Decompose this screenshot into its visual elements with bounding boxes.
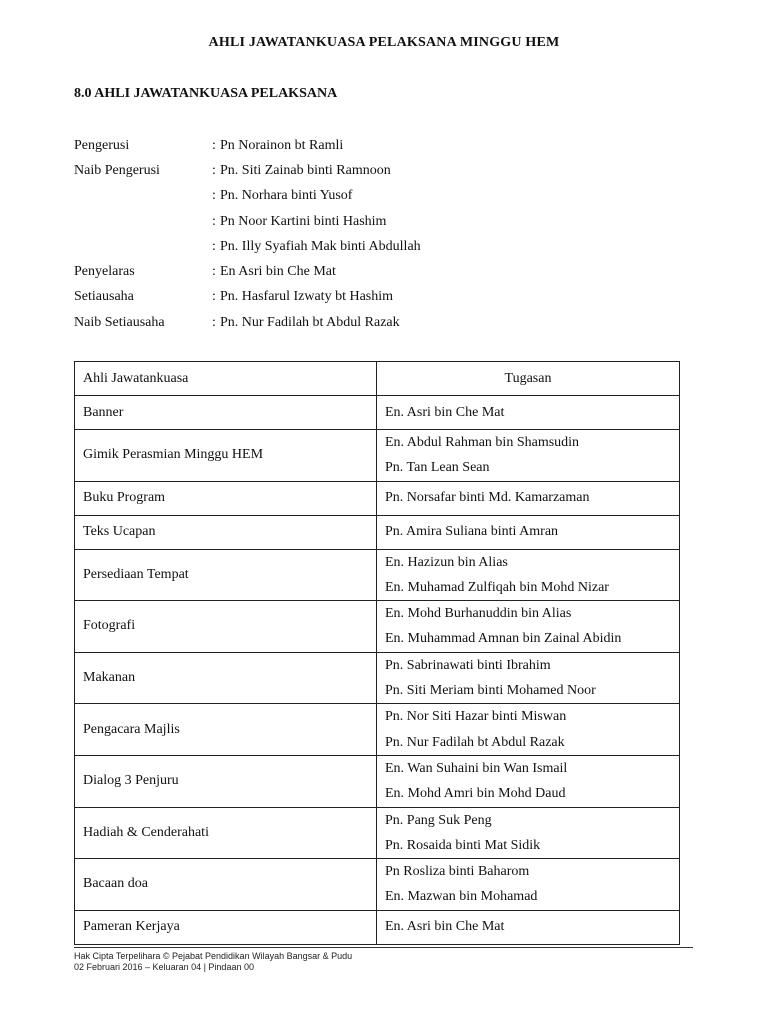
member-name: En. Asri bin Che Mat [385, 404, 505, 420]
table-row [75, 430, 680, 482]
header-committee: Ahli Jawatankuasa [75, 362, 377, 396]
members-cell [377, 601, 680, 653]
role-row [74, 259, 421, 284]
role-row [74, 310, 421, 335]
committee-cell: Makanan [75, 652, 377, 704]
members-cell [377, 807, 680, 859]
committee-cell: Dialog 3 Penjuru [75, 755, 377, 807]
member-name: Pn. Tan Lean Sean [385, 460, 490, 476]
committee-cell: Pengacara Majlis [75, 704, 377, 756]
role-label: Naib Pengerusi [74, 162, 160, 178]
member-name: Pn. Rosaida binti Mat Sidik [385, 837, 541, 853]
role-name: Pn Noor Kartini binti Hashim [220, 213, 387, 229]
committee-cell: Fotografi [75, 601, 377, 653]
role-name: Pn. Illy Syafiah Mak binti Abdullah [220, 238, 421, 254]
footer-divider [74, 947, 693, 948]
committee-cell: Buku Program [75, 481, 377, 515]
role-row [74, 184, 421, 209]
role-separator: : [212, 213, 216, 229]
footer-date: 02 Februari 2016 – Keluaran 04 | Pindaan 00 [74, 962, 254, 972]
member-name: Pn. Amira Suliana binti Amran [385, 524, 559, 540]
member-name: Pn. Siti Meriam binti Mohamed Noor [385, 683, 596, 699]
committee-cell: Gimik Perasmian Minggu HEM [75, 430, 377, 482]
role-name: Pn. Siti Zainab binti Ramnoon [220, 162, 391, 178]
role-name: Pn. Norhara binti Yusof [220, 188, 353, 204]
role-list [74, 133, 421, 335]
member-name: En. Hazizun bin Alias [385, 554, 508, 570]
members-cell [377, 430, 680, 482]
header-tugasan: Tugasan [377, 362, 680, 396]
member-name: Pn. Norsafar binti Md. Kamarzaman [385, 490, 590, 506]
member-name: En. Wan Suhaini bin Wan Ismail [385, 760, 568, 776]
table-row [75, 481, 680, 515]
role-name: Pn. Nur Fadilah bt Abdul Razak [220, 314, 400, 330]
committee-cell: Teks Ucapan [75, 515, 377, 549]
committee-cell: Pameran Kerjaya [75, 910, 377, 944]
member-name: Pn. Nur Fadilah bt Abdul Razak [385, 734, 565, 750]
table-row [75, 601, 680, 653]
table-row [75, 704, 680, 756]
committee-cell: Bacaan doa [75, 859, 377, 911]
committee-cell: Hadiah & Cenderahati [75, 807, 377, 859]
members-cell [377, 515, 680, 549]
role-label: Pengerusi [74, 137, 130, 153]
member-name: En. Mazwan bin Mohamad [385, 889, 538, 905]
role-separator: : [212, 264, 216, 280]
document-title: AHLI JAWATANKUASA PELAKSANA MINGGU HEM [208, 35, 560, 50]
member-name: En. Abdul Rahman bin Shamsudin [385, 435, 580, 450]
role-separator: : [212, 314, 216, 330]
table-row [75, 807, 680, 859]
role-separator: : [212, 188, 216, 204]
member-name: En. Asri bin Che Mat [385, 919, 505, 935]
members-cell [377, 652, 680, 704]
committee-table [74, 361, 680, 945]
member-name: Pn Rosliza binti Baharom [385, 864, 530, 880]
member-name: En. Muhammad Amnan bin Zainal Abidin [385, 631, 622, 647]
table-row [75, 910, 680, 944]
member-name: Pn. Sabrinawati binti Ibrahim [385, 657, 551, 673]
role-separator: : [212, 289, 216, 305]
committee-cell: Banner [75, 396, 377, 430]
footer [74, 951, 352, 973]
role-row [74, 209, 421, 234]
table-row [75, 515, 680, 549]
table-row [75, 396, 680, 430]
role-name: En Asri bin Che Mat [220, 264, 336, 280]
table-row [75, 652, 680, 704]
role-name: Pn. Hasfarul Izwaty bt Hashim [220, 289, 394, 305]
role-name: Pn Norainon bt Ramli [220, 137, 344, 153]
table-row [75, 549, 680, 601]
role-row [74, 158, 421, 183]
members-cell [377, 859, 680, 911]
member-name: En. Mohd Burhanuddin bin Alias [385, 606, 572, 622]
members-cell [377, 481, 680, 515]
member-name: En. Muhamad Zulfiqah bin Mohd Nizar [385, 579, 609, 595]
member-name: Pn. Nor Siti Hazar binti Miswan [385, 709, 567, 725]
members-cell [377, 755, 680, 807]
members-cell [377, 549, 680, 601]
footer-copyright: Hak Cipta Terpelihara © Pejabat Pendidikan Wilayah Bangsar & Pudu [74, 951, 353, 961]
section-title: 8.0 AHLI JAWATANKUASA PELAKSANA [74, 86, 338, 101]
members-cell [377, 910, 680, 944]
role-row [74, 234, 421, 259]
members-cell [377, 704, 680, 756]
table-header-row [75, 362, 680, 396]
role-row [74, 133, 421, 158]
role-row [74, 285, 421, 310]
member-name: Pn. Pang Suk Peng [385, 812, 492, 828]
member-name: En. Mohd Amri bin Mohd Daud [385, 786, 566, 802]
table-row [75, 755, 680, 807]
role-label: Setiausaha [74, 289, 134, 305]
role-label: Penyelaras [74, 264, 135, 280]
role-separator: : [212, 162, 216, 178]
committee-cell: Persediaan Tempat [75, 549, 377, 601]
table-row [75, 859, 680, 911]
role-separator: : [212, 137, 216, 153]
role-separator: : [212, 238, 216, 254]
members-cell [377, 396, 680, 430]
role-label: Naib Setiausaha [74, 314, 165, 330]
